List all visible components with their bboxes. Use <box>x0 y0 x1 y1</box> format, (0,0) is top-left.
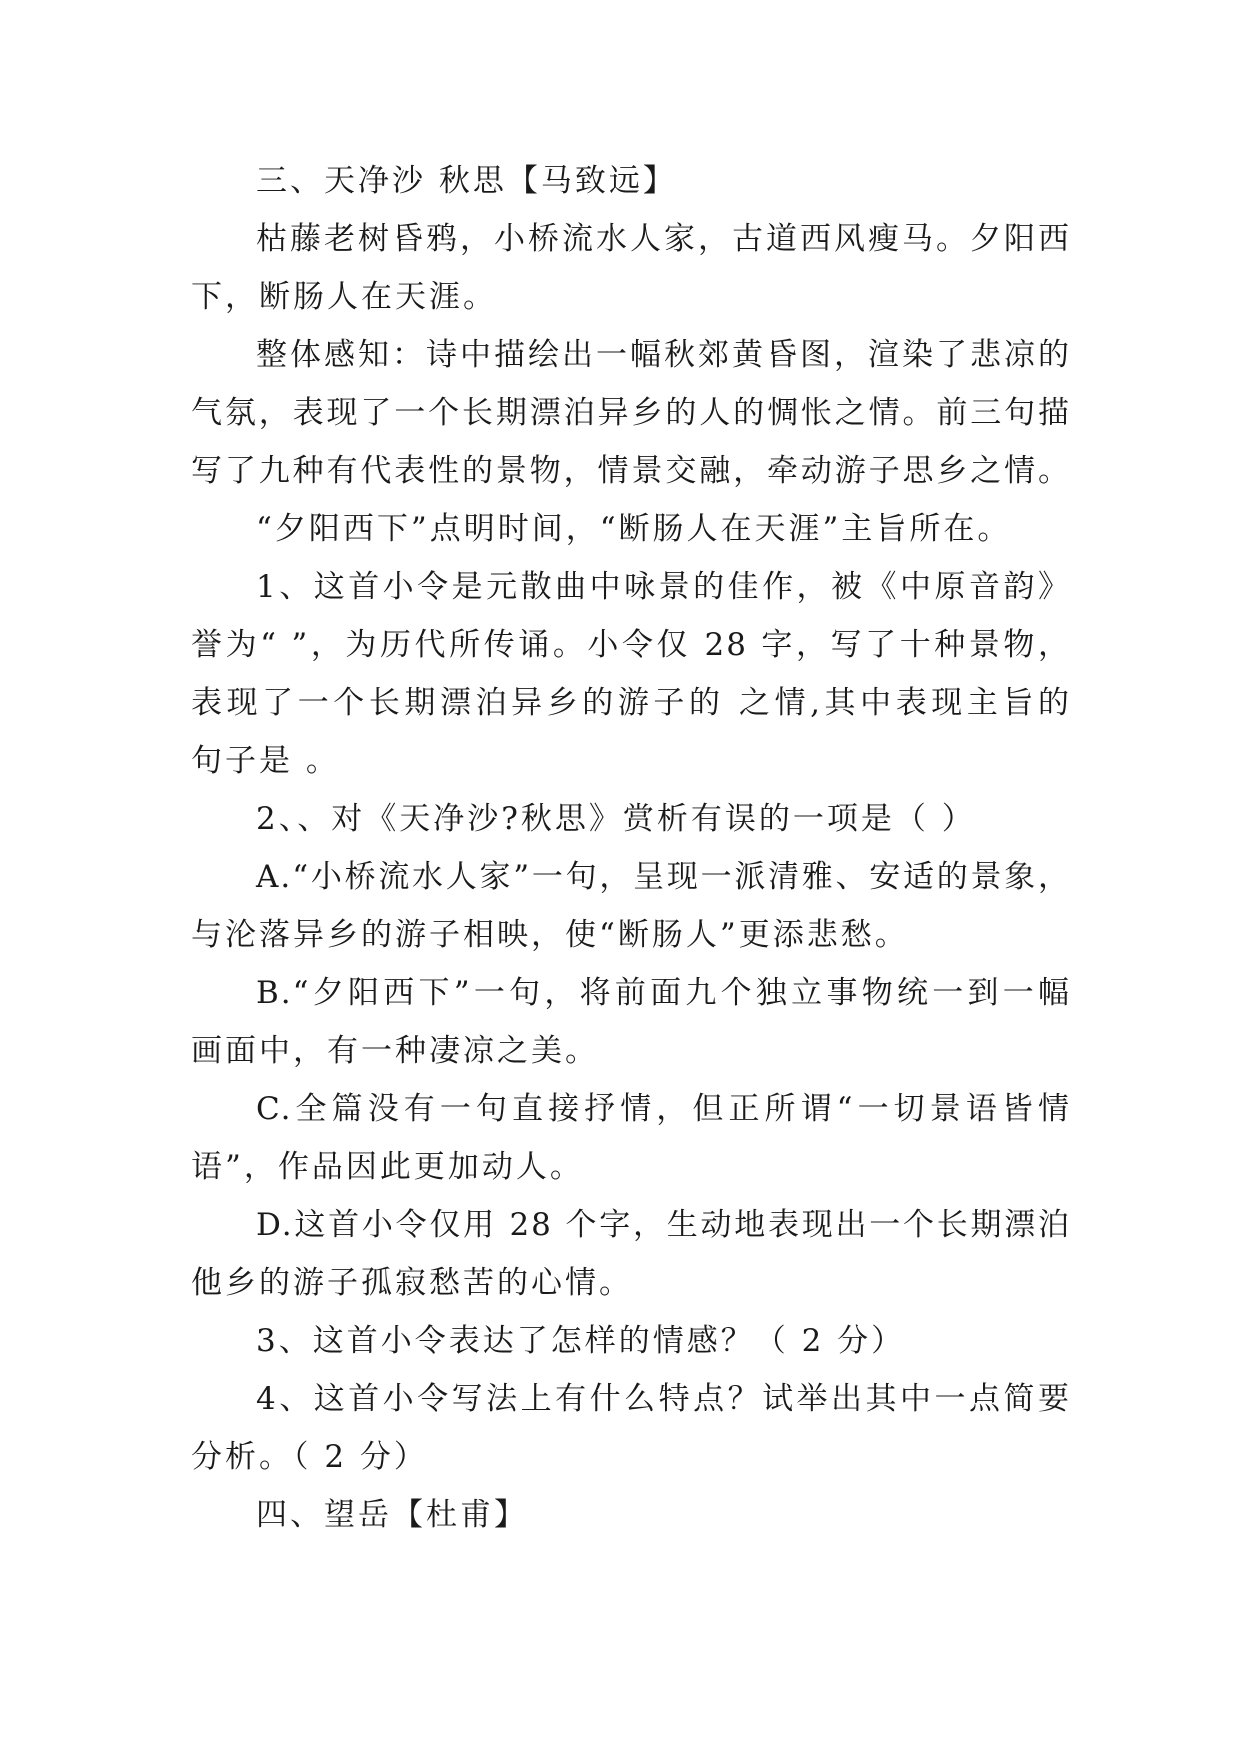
question-1-line-2: 誉为“ ”，为历代所传诵。小令仅 28 字，写了十种景物， <box>191 627 1071 663</box>
overview-line-3: 写了九种有代表性的景物，情景交融，牵动游子思乡之情。 <box>191 453 1071 489</box>
option-b-line-1: B.“夕阳西下”一句，将前面九个独立事物统一到一幅 <box>256 975 1071 1011</box>
overview-line-4: “夕阳西下”点明时间，“断肠人在天涯”主旨所在。 <box>256 511 1012 547</box>
question-1-line-3: 表现了一个长期漂泊异乡的游子的 之情,其中表现主旨的 <box>191 685 1071 721</box>
section-heading-tianjingsha: 三、天净沙 秋思【马致远】 <box>256 163 677 199</box>
question-1-line-1: 1、这首小令是元散曲中咏景的佳作，被《中原音韵》 <box>256 569 1071 605</box>
poem-line-2: 下，断肠人在天涯。 <box>191 279 497 315</box>
overview-line-2: 气氛，表现了一个长期漂泊异乡的人的惆怅之情。前三句描 <box>191 395 1071 431</box>
poem-line-1: 枯藤老树昏鸦，小桥流水人家，古道西风瘦马。夕阳西 <box>256 221 1071 257</box>
option-d-line-2: 他乡的游子孤寂愁苦的心情。 <box>191 1265 633 1301</box>
option-a-line-2: 与沦落异乡的游子相映，使“断肠人”更添悲愁。 <box>191 917 909 953</box>
option-a-line-1: A.“小桥流水人家”一句，呈现一派清雅、安适的景象， <box>256 859 1071 895</box>
question-3: 3、这首小令表达了怎样的情感？（ 2 分） <box>256 1323 906 1359</box>
option-d-line-1: D.这首小令仅用 28 个字，生动地表现出一个长期漂泊 <box>256 1207 1071 1243</box>
question-1-line-4: 句子是 。 <box>191 743 340 779</box>
question-4-line-2: 分析。（ 2 分） <box>191 1439 428 1475</box>
option-c-line-1: C.全篇没有一句直接抒情，但正所谓“一切景语皆情 <box>256 1091 1071 1127</box>
question-2-stem: 2、、对《天净沙?秋思》赏析有误的一项是（ ） <box>256 801 976 837</box>
question-4-line-1: 4、这首小令写法上有什么特点？试举出其中一点简要 <box>256 1381 1071 1417</box>
section-heading-wangyue: 四、望岳【杜甫】 <box>256 1497 528 1533</box>
document-body <box>191 152 1071 1544</box>
option-b-line-2: 画面中，有一种凄凉之美。 <box>191 1033 599 1069</box>
option-c-line-2: 语”，作品因此更加动人。 <box>191 1149 584 1185</box>
overview-line-1: 整体感知：诗中描绘出一幅秋郊黄昏图，渲染了悲凉的 <box>256 337 1071 373</box>
